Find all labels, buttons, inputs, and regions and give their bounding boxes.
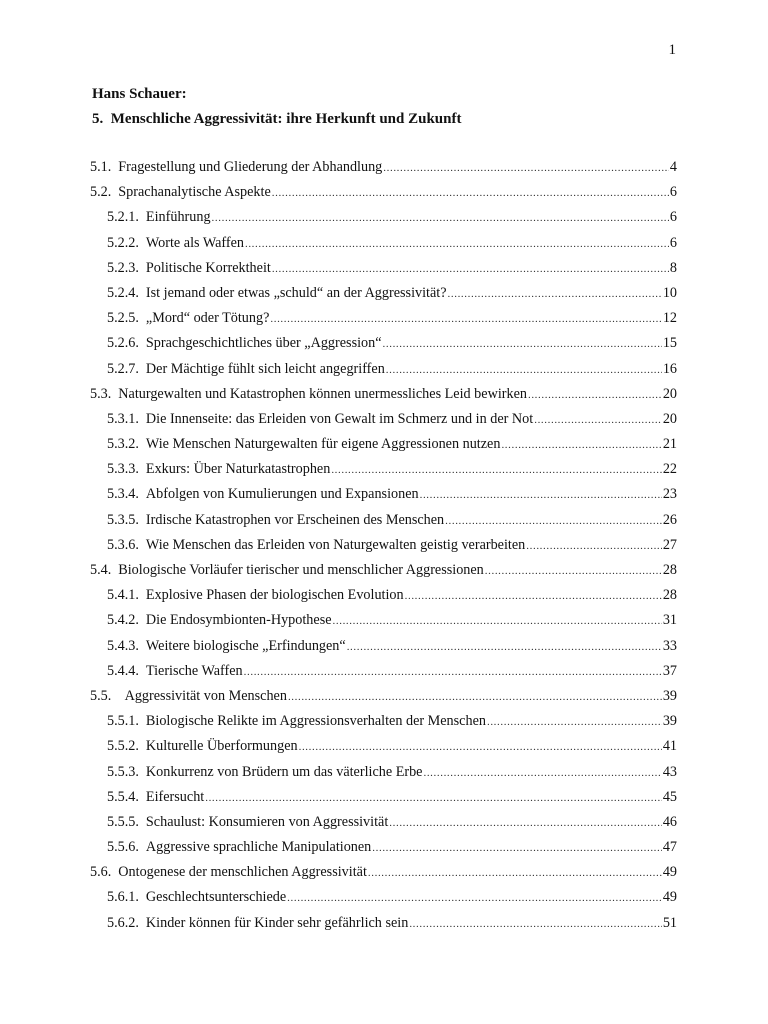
toc-entry[interactable]: [90, 738, 677, 763]
toc-dot-leader: [534, 414, 662, 426]
toc-entry-number: 5.3.3.: [107, 461, 139, 478]
toc-dot-leader: [389, 817, 662, 829]
toc-dot-leader: [244, 666, 662, 678]
toc-entry-number: 5.3.1.: [107, 410, 139, 427]
toc-dot-leader: [487, 716, 662, 728]
toc-entry-page: 20: [662, 385, 677, 402]
toc-entry[interactable]: [90, 184, 677, 209]
toc-entry-title: Wie Menschen das Erleiden von Naturgewalten geistig verarbeiten: [145, 536, 526, 553]
toc-entry-title: Ist jemand oder etwas „schuld“ an der Aggressivität?: [145, 284, 447, 301]
toc-entry-title: Konkurrenz von Brüdern um das väterliche Erbe: [145, 763, 423, 780]
toc-dot-leader: [420, 489, 662, 501]
toc-entry-title: Sprachgeschichtliches über „Aggression“: [145, 335, 382, 352]
toc-entry[interactable]: [90, 789, 677, 814]
toc-dot-leader: [405, 590, 662, 602]
toc-entry-title: Aggressive sprachliche Manipulationen: [145, 839, 372, 856]
toc-entry-title: Politische Korrektheit: [145, 259, 271, 276]
toc-entry-page: 41: [662, 738, 677, 755]
toc-entry-number: 5.5.2.: [107, 738, 139, 755]
toc-dot-leader: [528, 389, 662, 401]
toc-entry-page: 31: [662, 612, 677, 629]
toc-dot-leader: [287, 892, 662, 904]
toc-entry[interactable]: [90, 915, 677, 940]
toc-entry-number: 5.3.: [90, 385, 112, 402]
toc-entry-number: 5.6.2.: [107, 914, 139, 931]
toc-dot-leader: [386, 364, 662, 376]
toc-entry-title: Exkurs: Über Naturkatastrophen: [145, 461, 331, 478]
toc-entry-number: 5.4.4.: [107, 662, 139, 679]
toc-entry-title: Kulturelle Überformungen: [145, 738, 298, 755]
toc-entry-title: Die Endosymbionten-Hypothese: [145, 612, 332, 629]
toc-entry-page: 27: [662, 536, 677, 553]
page-number: 1: [668, 42, 676, 58]
toc-entry[interactable]: [90, 713, 677, 738]
toc-entry[interactable]: [90, 814, 677, 839]
toc-dot-leader: [383, 162, 669, 174]
toc-entry-page: 26: [662, 511, 677, 528]
toc-entry-page: 49: [662, 889, 677, 906]
toc-entry-page: 22: [662, 461, 677, 478]
toc-entry-title: Aggressivität von Menschen: [118, 687, 287, 704]
toc-dot-leader: [368, 867, 662, 879]
toc-entry[interactable]: [90, 663, 677, 688]
toc-entry[interactable]: [90, 159, 677, 184]
toc-entry-number: 5.4.: [90, 562, 112, 578]
toc-entry-page: 45: [662, 788, 677, 805]
toc-entry-number: 5.4.1.: [107, 587, 139, 604]
toc-entry-number: 5.5.3.: [107, 763, 139, 780]
toc-dot-leader: [272, 263, 669, 275]
toc-dot-leader: [347, 641, 662, 653]
toc-entry[interactable]: [90, 411, 677, 436]
toc-entry-number: 5.3.4.: [107, 486, 139, 503]
toc-entry-page: 6: [669, 234, 677, 251]
toc-entry-page: 20: [662, 410, 677, 427]
toc-entry-title: „Mord“ oder Tötung?: [145, 310, 270, 327]
toc-entry-number: 5.5.4.: [107, 788, 139, 805]
toc-dot-leader: [270, 313, 661, 325]
toc-entry-title: Schaulust: Konsumieren von Aggressivität: [145, 813, 389, 830]
toc-entry-page: 47: [662, 839, 677, 856]
toc-dot-leader: [409, 918, 662, 930]
toc-entry-number: 5.2.: [90, 184, 112, 201]
toc-entry-page: 21: [662, 436, 677, 453]
toc-entry[interactable]: [90, 285, 677, 310]
toc-dot-leader: [485, 565, 662, 577]
toc-entry-page: 6: [669, 184, 677, 201]
toc-entry[interactable]: [90, 864, 677, 889]
toc-dot-leader: [299, 741, 662, 753]
toc-dot-leader: [445, 515, 662, 527]
toc-entry-title: Geschlechtsunterschiede: [145, 889, 287, 906]
toc-entry-number: 5.3.6.: [107, 536, 139, 553]
toc-entry-number: 5.5.: [90, 687, 112, 704]
document-title: 5. Menschliche Aggressivität: ihre Herkunft und Zukunft: [92, 111, 462, 127]
toc-entry-title: Tierische Waffen: [145, 662, 243, 679]
toc-entry[interactable]: [90, 209, 677, 234]
table-of-contents: [90, 159, 677, 940]
toc-entry-number: 5.2.6.: [107, 335, 139, 352]
toc-entry[interactable]: [90, 562, 677, 587]
toc-dot-leader: [272, 187, 669, 199]
toc-entry[interactable]: [90, 486, 677, 511]
toc-entry[interactable]: [90, 764, 677, 789]
toc-entry-title: Der Mächtige fühlt sich leicht angegriffen: [145, 360, 385, 377]
toc-entry[interactable]: [90, 335, 677, 360]
toc-entry-title: Weitere biologische „Erfindungen“: [145, 637, 346, 654]
toc-entry-title: Ontogenese der menschlichen Aggressivität: [118, 864, 367, 881]
toc-entry-page: 12: [662, 310, 677, 327]
toc-entry[interactable]: [90, 386, 677, 411]
toc-entry[interactable]: [90, 537, 677, 562]
toc-entry-title: Fragestellung und Gliederung der Abhandlung: [118, 159, 383, 175]
toc-entry[interactable]: [90, 461, 677, 486]
toc-entry[interactable]: [90, 612, 677, 637]
toc-entry-number: 5.2.2.: [107, 234, 139, 251]
toc-dot-leader: [288, 691, 662, 703]
toc-entry-page: 39: [662, 687, 677, 704]
toc-entry[interactable]: [90, 436, 677, 461]
toc-entry-title: Abfolgen von Kumulierungen und Expansionen: [145, 486, 419, 503]
toc-entry[interactable]: [90, 889, 677, 914]
toc-entry-number: 5.1.: [90, 159, 112, 175]
toc-entry-title: Explosive Phasen der biologischen Evolution: [145, 587, 404, 604]
toc-entry[interactable]: [90, 361, 677, 386]
toc-entry-page: 39: [662, 713, 677, 730]
toc-entry-title: Biologische Vorläufer tierischer und menschlicher Aggressionen: [118, 562, 484, 578]
toc-entry-title: Irdische Katastrophen vor Erscheinen des Menschen: [145, 511, 445, 528]
toc-entry-title: Eifersucht: [145, 788, 205, 805]
toc-entry-page: 37: [662, 662, 677, 679]
toc-entry-page: 46: [662, 813, 677, 830]
toc-dot-leader: [448, 288, 662, 300]
toc-entry-number: 5.5.5.: [107, 813, 139, 830]
toc-entry-page: 28: [662, 562, 677, 578]
toc-entry-page: 10: [662, 284, 677, 301]
toc-entry-page: 23: [662, 486, 677, 503]
toc-entry-title: Sprachanalytische Aspekte: [118, 184, 271, 201]
toc-entry-title: Worte als Waffen: [145, 234, 244, 251]
toc-entry-title: Wie Menschen Naturgewalten für eigene Aggressionen nutzen: [145, 436, 501, 453]
toc-dot-leader: [331, 464, 662, 476]
toc-entry-number: 5.2.5.: [107, 310, 139, 327]
toc-entry-page: 28: [662, 587, 677, 604]
toc-entry-page: 15: [662, 335, 677, 352]
toc-dot-leader: [501, 439, 661, 451]
toc-entry-page: 6: [669, 209, 677, 226]
toc-entry-page: 33: [662, 637, 677, 654]
toc-entry[interactable]: [90, 260, 677, 285]
toc-entry-title: Die Innenseite: das Erleiden von Gewalt im Schmerz und in der Not: [145, 410, 534, 427]
toc-dot-leader: [423, 767, 661, 779]
toc-dot-leader: [212, 212, 669, 224]
toc-entry-number: 5.3.5.: [107, 511, 139, 528]
toc-entry-number: 5.2.7.: [107, 360, 139, 377]
toc-entry-number: 5.6.1.: [107, 889, 139, 906]
toc-entry-page: 51: [662, 914, 677, 931]
toc-dot-leader: [333, 615, 662, 627]
toc-dot-leader: [526, 540, 662, 552]
toc-entry-number: 5.2.4.: [107, 284, 139, 301]
toc-entry-title: Einführung: [145, 209, 211, 226]
toc-entry-title: Biologische Relikte im Aggressionsverhalten der Menschen: [145, 713, 486, 730]
toc-entry[interactable]: [90, 688, 677, 713]
toc-entry-number: 5.4.2.: [107, 612, 139, 629]
toc-entry[interactable]: [90, 310, 677, 335]
toc-entry-page: 8: [669, 259, 677, 276]
toc-entry[interactable]: [90, 235, 677, 260]
toc-entry-number: 5.5.6.: [107, 839, 139, 856]
toc-entry[interactable]: [90, 587, 677, 612]
toc-dot-leader: [383, 338, 662, 350]
toc-entry-number: 5.3.2.: [107, 436, 139, 453]
toc-entry-number: 5.6.: [90, 864, 112, 881]
toc-dot-leader: [205, 792, 662, 804]
toc-entry-number: 5.2.3.: [107, 259, 139, 276]
toc-entry-page: 49: [662, 864, 677, 881]
toc-dot-leader: [372, 842, 662, 854]
toc-entry-number: 5.4.3.: [107, 637, 139, 654]
toc-dot-leader: [245, 238, 669, 250]
toc-entry-page: 16: [662, 360, 677, 377]
toc-entry-number: 5.2.1.: [107, 209, 139, 226]
toc-entry-title: Kinder können für Kinder sehr gefährlich sein: [145, 914, 409, 931]
author: Hans Schauer:: [92, 86, 187, 102]
toc-entry-number: 5.5.1.: [107, 713, 139, 730]
toc-entry-page: 4: [669, 159, 677, 175]
toc-entry[interactable]: [90, 638, 677, 663]
toc-entry[interactable]: [90, 839, 677, 864]
toc-entry[interactable]: [90, 512, 677, 537]
toc-entry-title: Naturgewalten und Katastrophen können unermessliches Leid bewirken: [118, 385, 527, 402]
toc-entry-page: 43: [662, 763, 677, 780]
